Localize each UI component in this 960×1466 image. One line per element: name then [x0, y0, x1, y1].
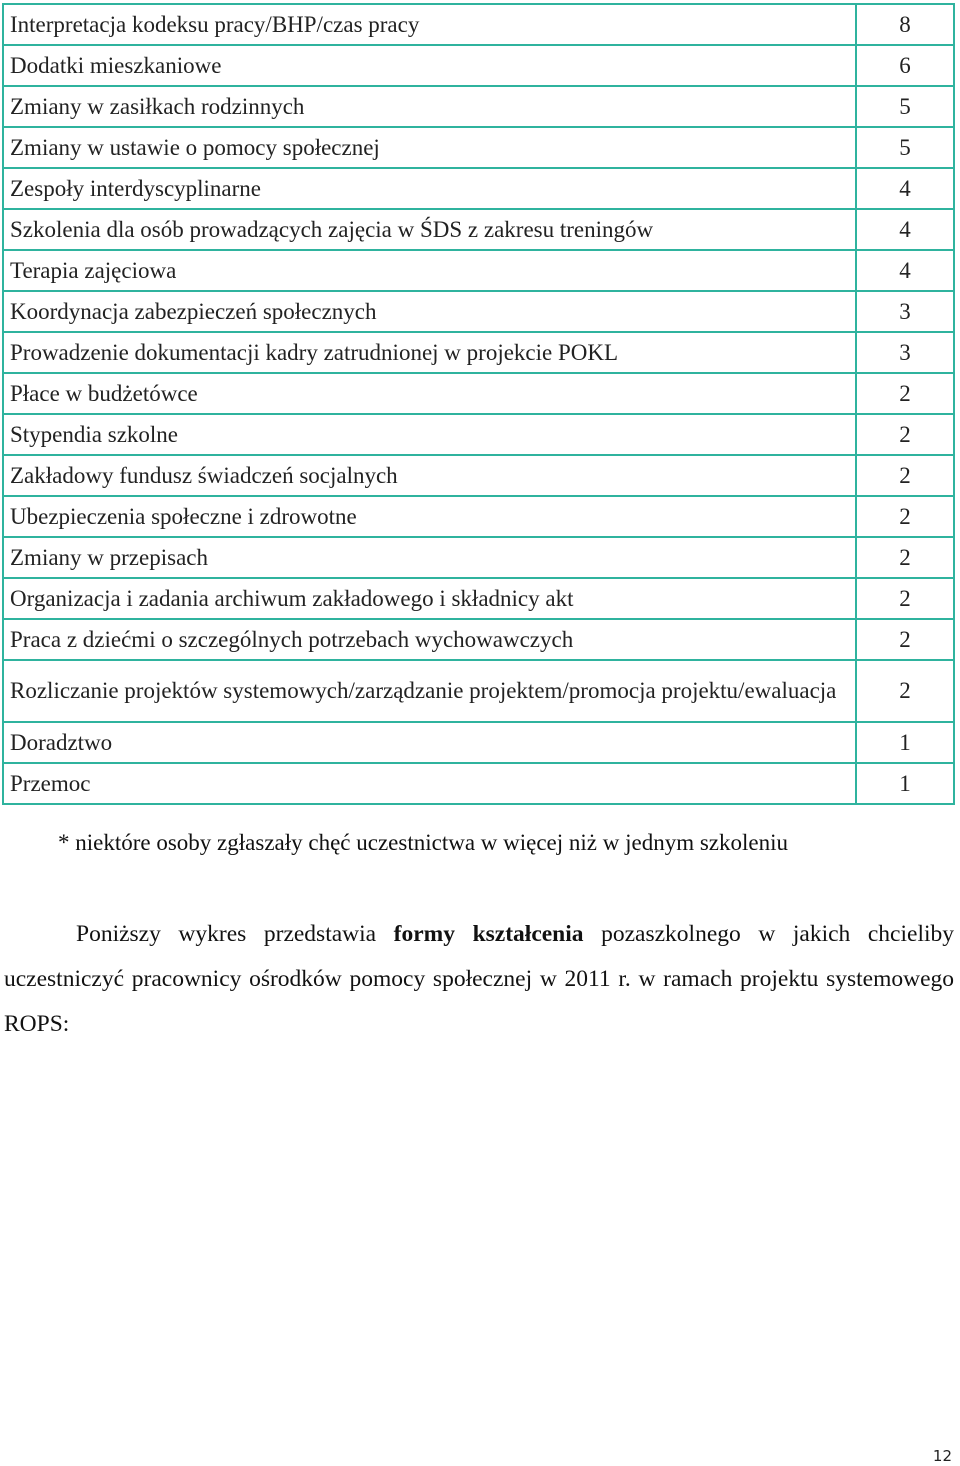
paragraph-text-before: Poniższy wykres przedstawia: [76, 920, 394, 947]
count-cell: 4: [856, 209, 954, 250]
count-cell: 3: [856, 291, 954, 332]
table-row: [3, 291, 954, 332]
table-row: [3, 619, 954, 660]
topic-cell: Zespoły interdyscyplinarne: [3, 168, 856, 209]
topic-cell: Zmiany w zasiłkach rodzinnych: [3, 86, 856, 127]
table-row: [3, 250, 954, 291]
topic-cell: Koordynacja zabezpieczeń społecznych: [3, 291, 856, 332]
table-row: [3, 86, 954, 127]
count-cell: 2: [856, 578, 954, 619]
count-cell: 1: [856, 722, 954, 763]
table-row: [3, 373, 954, 414]
count-cell: 2: [856, 414, 954, 455]
topic-cell: Szkolenia dla osób prowadzących zajęcia w ŚDS z zakresu treningów: [3, 209, 856, 250]
count-cell: 2: [856, 455, 954, 496]
count-cell: 3: [856, 332, 954, 373]
topic-cell: Terapia zajęciowa: [3, 250, 856, 291]
topic-cell: Prowadzenie dokumentacji kadry zatrudnionej w projekcie POKL: [3, 332, 856, 373]
training-topics-table: [2, 3, 955, 805]
count-cell: 4: [856, 168, 954, 209]
topic-cell: Praca z dziećmi o szczególnych potrzebach wychowawczych: [3, 619, 856, 660]
table-row: [3, 537, 954, 578]
body-paragraph: [4, 912, 954, 1047]
topic-cell: Zmiany w przepisach: [3, 537, 856, 578]
table-footnote: * niektóre osoby zgłaszały chęć uczestnictwa w więcej niż w jednym szkoleniu: [58, 830, 788, 855]
topic-cell: Rozliczanie projektów systemowych/zarządzanie projektem/promocja projektu/ewaluacja: [3, 660, 856, 722]
count-cell: 1: [856, 763, 954, 804]
page-number: 12: [932, 1447, 952, 1465]
count-cell: 2: [856, 660, 954, 722]
table-row: [3, 127, 954, 168]
table-row: [3, 45, 954, 86]
count-cell: 2: [856, 496, 954, 537]
count-cell: 2: [856, 619, 954, 660]
count-cell: 2: [856, 373, 954, 414]
topic-cell: Interpretacja kodeksu pracy/BHP/czas pracy: [3, 4, 856, 45]
table-row: [3, 722, 954, 763]
table-row: [3, 578, 954, 619]
table-row: [3, 4, 954, 45]
table-row: [3, 414, 954, 455]
table-row: [3, 763, 954, 804]
table-row: [3, 455, 954, 496]
table-row: [3, 332, 954, 373]
topic-cell: Płace w budżetówce: [3, 373, 856, 414]
paragraph-bold-phrase: formy kształcenia: [393, 920, 584, 947]
table-row: [3, 168, 954, 209]
topic-cell: Zmiany w ustawie o pomocy społecznej: [3, 127, 856, 168]
table-row: [3, 496, 954, 537]
table-row: [3, 209, 954, 250]
topic-cell: Zakładowy fundusz świadczeń socjalnych: [3, 455, 856, 496]
topic-cell: Przemoc: [3, 763, 856, 804]
topic-cell: Ubezpieczenia społeczne i zdrowotne: [3, 496, 856, 537]
count-cell: 6: [856, 45, 954, 86]
count-cell: 4: [856, 250, 954, 291]
count-cell: 5: [856, 127, 954, 168]
topic-cell: Doradztwo: [3, 722, 856, 763]
count-cell: 2: [856, 537, 954, 578]
table-row: [3, 660, 954, 722]
paragraph-text-after: pozaszkolnego w jakich chcieliby uczestniczyć pracownicy ośrodków pomocy społecznej w 2011 r. w ramach projektu systemowego ROPS:: [4, 920, 955, 1037]
topic-cell: Stypendia szkolne: [3, 414, 856, 455]
topic-cell: Dodatki mieszkaniowe: [3, 45, 856, 86]
count-cell: 5: [856, 86, 954, 127]
topic-cell: Organizacja i zadania archiwum zakładowego i składnicy akt: [3, 578, 856, 619]
count-cell: 8: [856, 4, 954, 45]
